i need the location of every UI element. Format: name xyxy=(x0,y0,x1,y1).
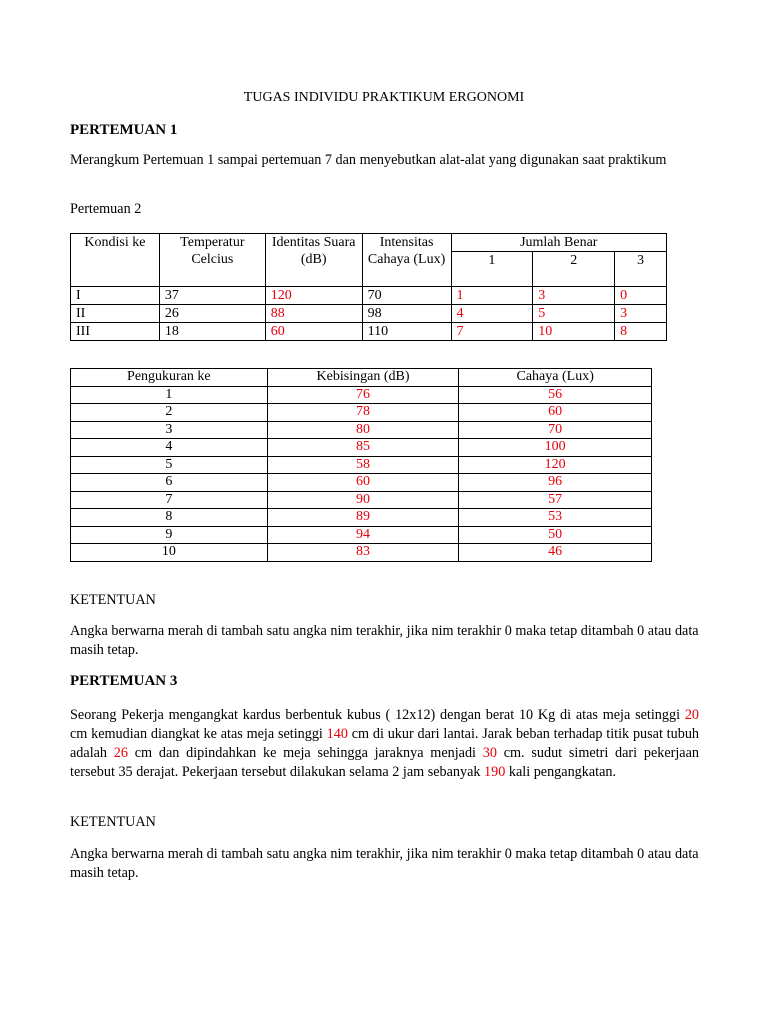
header-identitas-suara: Identitas Suara (dB) xyxy=(265,234,362,287)
kondisi-cell: II xyxy=(71,305,160,323)
header-pengukuran: Pengukuran ke xyxy=(71,369,268,387)
suara-cell: 60 xyxy=(265,323,362,341)
pertemuan-1-text: Merangkum Pertemuan 1 sampai pertemuan 7 dan menyebutkan alat-alat yang digunakan saat praktikum xyxy=(70,152,667,168)
temperatur-cell: 37 xyxy=(159,287,265,305)
jumlah-2-cell: 10 xyxy=(533,323,615,341)
table-row xyxy=(71,526,652,544)
pengukuran-cell: 4 xyxy=(71,439,268,457)
kebisingan-cell: 90 xyxy=(267,491,459,509)
table-row xyxy=(71,323,667,341)
pertemuan-2-label: Pertemuan 2 xyxy=(70,201,142,217)
kebisingan-cell: 58 xyxy=(267,456,459,474)
table-row xyxy=(71,509,652,527)
table-row xyxy=(71,305,667,323)
table-row xyxy=(71,386,652,404)
ketentuan-text-2: Angka berwarna merah di tambah satu angka nim terakhir, jika nim terakhir 0 maka tetap ditambah 0 atau data masih tetap. xyxy=(70,846,699,881)
kebisingan-cell: 78 xyxy=(267,404,459,422)
table-row xyxy=(71,404,652,422)
header-intensitas-cahaya: Intensitas Cahaya (Lux) xyxy=(362,234,451,287)
jumlah-3-cell: 3 xyxy=(615,305,667,323)
cahaya-cell: 110 xyxy=(362,323,451,341)
header-jumlah-1: 1 xyxy=(451,252,533,287)
ketentuan-text-1: Angka berwarna merah di tambah satu angka nim terakhir, jika nim terakhir 0 maka tetap ditambah 0 atau data masih tetap. xyxy=(70,623,699,658)
cahaya-cell: 60 xyxy=(459,404,652,422)
document-title: TUGAS INDIVIDU PRAKTIKUM ERGONOMI xyxy=(243,90,525,105)
suara-cell: 120 xyxy=(265,287,362,305)
header-jumlah-3: 3 xyxy=(615,252,667,287)
pengukuran-cell: 3 xyxy=(71,421,268,439)
pertemuan-3-heading: PERTEMUAN 3 xyxy=(70,673,178,689)
pengukuran-cell: 8 xyxy=(71,509,268,527)
header-cahaya: Cahaya (Lux) xyxy=(459,369,652,387)
pengukuran-cell: 1 xyxy=(71,386,268,404)
red-value-kali: 190 xyxy=(484,764,506,780)
temperatur-cell: 18 xyxy=(159,323,265,341)
pengukuran-cell: 9 xyxy=(71,526,268,544)
pengukuran-cell: 5 xyxy=(71,456,268,474)
jumlah-1-cell: 4 xyxy=(451,305,533,323)
table-row xyxy=(71,439,652,457)
cahaya-cell: 100 xyxy=(459,439,652,457)
kebisingan-cell: 80 xyxy=(267,421,459,439)
table-row xyxy=(71,474,652,492)
text-part: cm kemudian diangkat ke atas meja setinggi xyxy=(70,726,327,742)
kebisingan-cell: 83 xyxy=(267,544,459,562)
header-temperatur: Temperatur Celcius xyxy=(159,234,265,287)
header-jumlah-benar: Jumlah Benar xyxy=(451,234,666,252)
cahaya-cell: 96 xyxy=(459,474,652,492)
kebisingan-cell: 60 xyxy=(267,474,459,492)
text-part: kali pengangkatan. xyxy=(505,764,617,780)
jumlah-1-cell: 1 xyxy=(451,287,533,305)
cahaya-cell: 98 xyxy=(362,305,451,323)
table-header-row xyxy=(71,369,652,387)
jumlah-1-cell: 7 xyxy=(451,323,533,341)
cahaya-cell: 70 xyxy=(362,287,451,305)
header-kebisingan: Kebisingan (dB) xyxy=(267,369,459,387)
text-part: cm di ukur dari lantai. Jarak beban terhadap titik pusat tubuh adalah xyxy=(70,726,700,761)
cahaya-cell: 120 xyxy=(459,456,652,474)
suara-cell: 88 xyxy=(265,305,362,323)
table-row xyxy=(71,491,652,509)
cahaya-cell: 50 xyxy=(459,526,652,544)
table-row xyxy=(71,544,652,562)
text-part: cm dan dipindahkan ke meja sehingga jaraknya menjadi xyxy=(127,745,483,761)
jumlah-3-cell: 0 xyxy=(615,287,667,305)
red-value-meja: 140 xyxy=(326,726,348,742)
pengukuran-table xyxy=(70,368,652,562)
text-part: cm. sudut simetri dari pekerjaan tersebut 35 derajat. Pekerjaan tersebut dilakukan selama 2 jam sebanyak xyxy=(70,745,699,780)
table-row xyxy=(71,287,667,305)
red-value-tinggi: 20 xyxy=(684,707,699,723)
jumlah-2-cell: 5 xyxy=(533,305,615,323)
pengukuran-cell: 10 xyxy=(71,544,268,562)
temperatur-cell: 26 xyxy=(159,305,265,323)
pengukuran-cell: 7 xyxy=(71,491,268,509)
ketentuan-label-1: KETENTUAN xyxy=(70,592,156,608)
cahaya-cell: 46 xyxy=(459,544,652,562)
header-kondisi: Kondisi ke xyxy=(71,234,160,287)
pengukuran-cell: 2 xyxy=(71,404,268,422)
pengukuran-cell: 6 xyxy=(71,474,268,492)
cahaya-cell: 56 xyxy=(459,386,652,404)
red-value-jarak: 26 xyxy=(113,745,128,761)
table-row xyxy=(71,421,652,439)
cahaya-cell: 70 xyxy=(459,421,652,439)
header-jumlah-2: 2 xyxy=(533,252,615,287)
kebisingan-cell: 76 xyxy=(267,386,459,404)
kebisingan-cell: 89 xyxy=(267,509,459,527)
kebisingan-cell: 85 xyxy=(267,439,459,457)
kondisi-cell: I xyxy=(71,287,160,305)
kondisi-table xyxy=(70,233,667,341)
pertemuan-1-heading: PERTEMUAN 1 xyxy=(70,122,178,138)
table-row xyxy=(71,456,652,474)
jumlah-3-cell: 8 xyxy=(615,323,667,341)
cahaya-cell: 53 xyxy=(459,509,652,527)
red-value-jarak-akhir: 30 xyxy=(482,745,497,761)
cahaya-cell: 57 xyxy=(459,491,652,509)
kondisi-cell: III xyxy=(71,323,160,341)
text-part: Seorang Pekerja mengangkat kardus berbentuk kubus ( 12x12) dengan berat 10 Kg di atas meja setinggi xyxy=(70,707,685,723)
ketentuan-label-2: KETENTUAN xyxy=(70,814,156,830)
kebisingan-cell: 94 xyxy=(267,526,459,544)
pertemuan-3-text xyxy=(70,706,699,782)
jumlah-2-cell: 3 xyxy=(533,287,615,305)
